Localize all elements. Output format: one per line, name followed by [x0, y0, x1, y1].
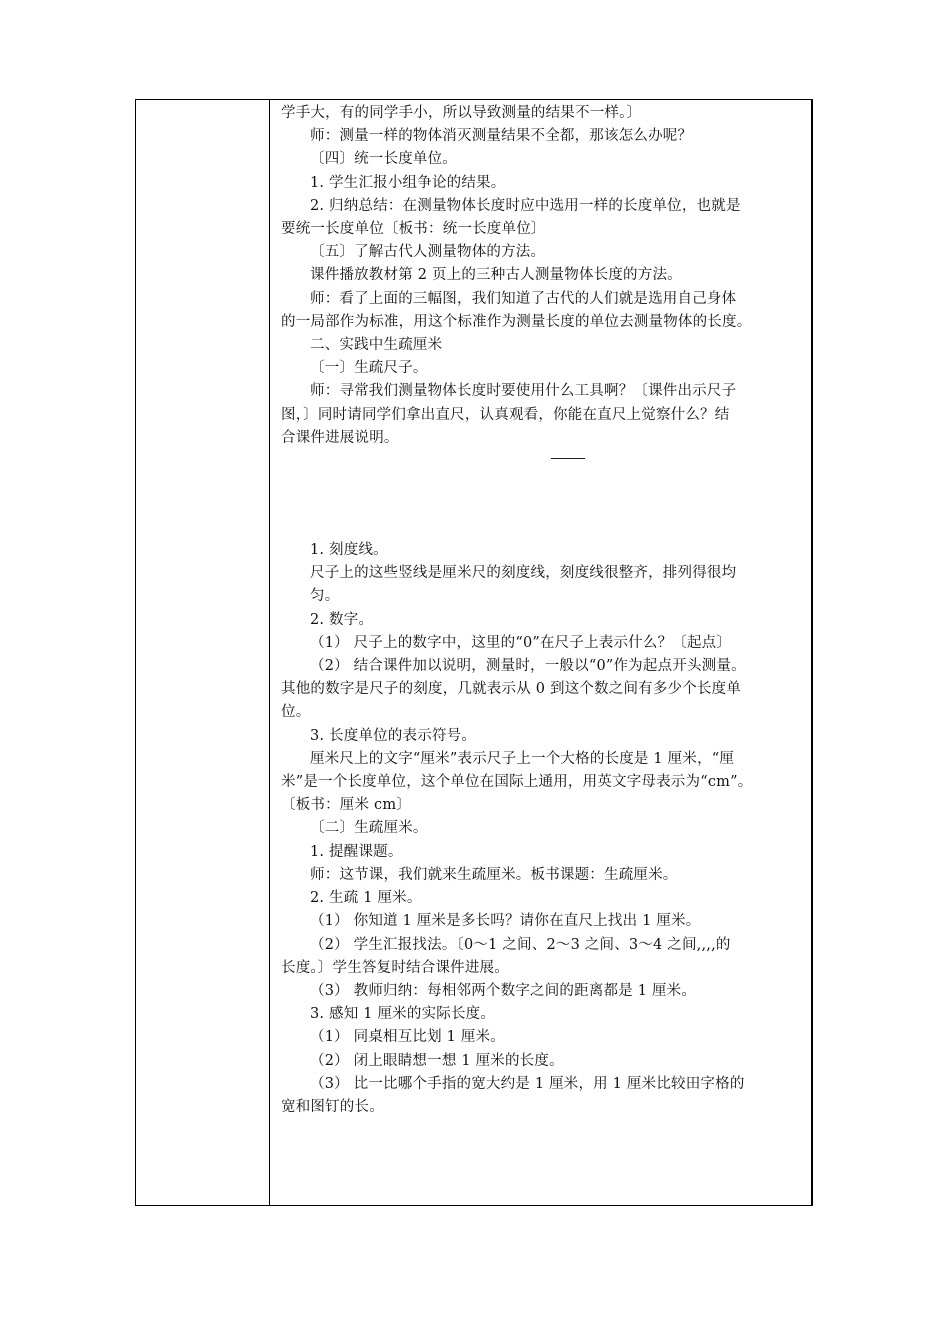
text-line: 师：寻常我们测量物体长度时要使用什么工具啊？〔课件出示尺子 — [310, 383, 737, 400]
text-line: 的一局部作为标准，用这个标准作为测量长度的单位去测量物体的长度。 — [281, 313, 752, 330]
text-line: 位。 — [281, 704, 311, 721]
text-line: （1） 尺子上的数字中，这里的“0”在尺子上表示什么？〔起点〕 — [310, 634, 732, 651]
text-line: 2. 归纳总结：在测量物体长度时应中选用一样的长度单位，也就是 — [310, 197, 741, 214]
text-line: （2） 学生汇报找法。〔0～1 之间、2～3 之间、3～4 之间,,,,的 — [310, 936, 731, 953]
lesson-table — [135, 99, 813, 1206]
right-column-cell — [811, 100, 812, 1205]
text-line: 〔板书：厘米 cm〕 — [281, 797, 411, 814]
text-line: 1. 刻度线。 — [310, 542, 388, 559]
text-line: 〔四〕统一长度单位。 — [310, 151, 457, 168]
text-line: 合课件进展说明。 — [281, 429, 399, 446]
text-line: 师：看了上面的三幅图，我们知道了古代的人们就是选用自己身体 — [310, 290, 737, 307]
text-line: 二、实践中生疏厘米 — [310, 337, 443, 354]
text-line: 1. 提醒课题。 — [310, 843, 403, 860]
text-line: 师：这节课，我们就来生疏厘米。板书课题：生疏厘米。 — [310, 866, 678, 883]
text-line: 图，〕同时请同学们拿出直尺，认真观看，你能在直尺上觉察什么？结 — [281, 406, 730, 423]
text-line: 米”是一个长度单位，这个单位在国际上通用，用英文字母表示为“cm”。 — [281, 774, 753, 791]
text-line: 3. 感知 1 厘米的实际长度。 — [310, 1006, 496, 1023]
text-line: 3. 长度单位的表示符号。 — [310, 727, 477, 744]
text-line: 长度。〕学生答复时结合课件进展。 — [281, 959, 509, 976]
text-block-2 — [281, 539, 803, 1119]
text-block-1 — [281, 102, 803, 450]
content-cell — [271, 100, 812, 1205]
text-line: （2） 闭上眼睛想一想 1 厘米的长度。 — [310, 1052, 564, 1069]
text-line: 2. 生疏 1 厘米。 — [310, 890, 422, 907]
text-line: 宽和图钉的长。 — [281, 1098, 384, 1115]
text-line: 〔五〕了解古代人测量物体的方法。 — [310, 244, 546, 261]
text-line: 要统一长度单位〔板书：统一长度单位〕 — [281, 221, 546, 238]
text-line: 2. 数字。 — [310, 611, 374, 628]
left-column-cell — [136, 100, 270, 1205]
lesson-content — [281, 102, 803, 1119]
text-line: （3） 教师归纳：每相邻两个数字之间的距离都是 1 厘米。 — [310, 982, 697, 999]
text-line: （1） 你知道 1 厘米是多长吗？请你在直尺上找出 1 厘米。 — [310, 913, 701, 930]
text-line: 〔一〕生疏尺子。 — [310, 360, 428, 377]
figure-gap — [281, 459, 803, 539]
text-line: （2） 结合课件加以说明，测量时，一般以“0”作为起点开头测量。 — [310, 658, 746, 675]
text-line: 学手大，有的同学手小，所以导致测量的结果不一样。〕 — [281, 105, 642, 121]
text-line: （3） 比一比哪个手指的宽大约是 1 厘米，用 1 厘米比较田字格的 — [310, 1075, 745, 1092]
text-line: 尺子上的这些竖线是厘米尺的刻度线，刻度线很整齐，排列得很均 — [310, 565, 737, 582]
text-line: 1. 学生汇报小组争论的结果。 — [310, 174, 506, 191]
text-line: 课件播放教材第 2 页上的三种古人测量物体长度的方法。 — [310, 267, 682, 284]
text-line: （1） 同桌相互比划 1 厘米。 — [310, 1029, 505, 1046]
text-line: 〔二〕生疏厘米。 — [310, 820, 428, 837]
text-line: 匀。 — [310, 588, 340, 605]
text-line: 厘米尺上的文字“厘米”表示尺子上一个大格的长度是 1 厘米，“厘 — [310, 750, 735, 767]
text-line: 其他的数字是尺子的刻度，几就表示从 0 到这个数之间有多少个长度单 — [281, 681, 742, 698]
text-line: 师：测量一样的物体消灭测量结果不全都，那该怎么办呢？ — [310, 128, 693, 145]
